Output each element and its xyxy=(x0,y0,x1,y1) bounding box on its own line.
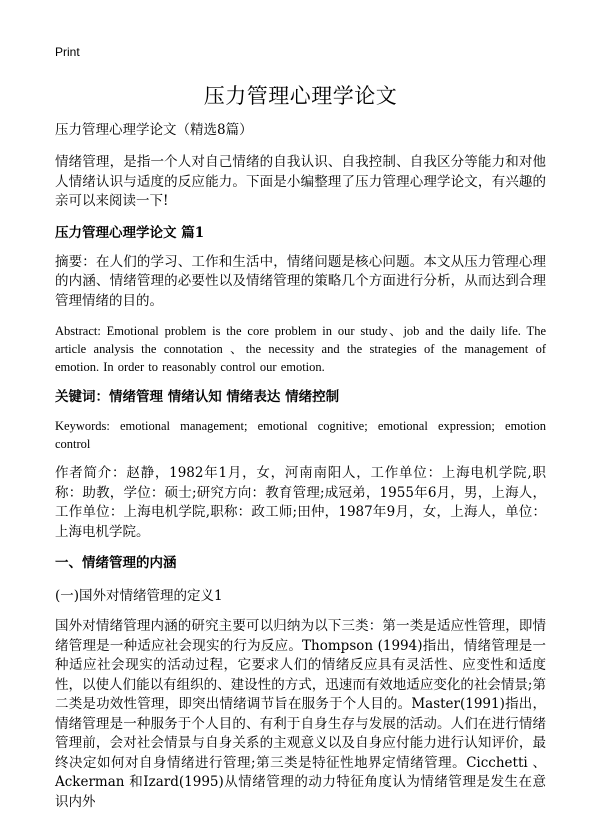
abstract-en-paragraph: Abstract: Emotional problem is the core problem in our study、job and the daily life. The article analysis the connotation 、the necessity and the strategies of the management of emotion. In order to reasonably control our emotion. xyxy=(55,324,546,374)
print-label: Print xyxy=(55,45,80,59)
keywords-en-paragraph: Keywords: emotional management; emotional cognitive; emotional expression; emotion control xyxy=(55,419,546,451)
document-title: 压力管理心理学论文 xyxy=(203,84,398,108)
section1-heading: 一、情绪管理的内涵 xyxy=(55,555,177,571)
article-heading: 压力管理心理学论文 篇1 xyxy=(55,224,205,241)
abstract-cn-paragraph: 摘要：在人们的学习、工作和生活中，情绪问题是核心问题。本文从压力管理心理的内涵、情绪管理的必要性以及情绪管理的策略几个方面进行分析，从而达到合理管理情绪的目的。 xyxy=(55,253,546,309)
intro-paragraph: 情绪管理，是指一个人对自己情绪的自我认识、自我控制、自我区分等能力和对他人情绪认识与适度的反应能力。下面是小编整理了压力管理心理学论文，有兴趣的亲可以来阅读一下! xyxy=(55,154,546,209)
section1-body-paragraph: 国外对情绪管理内涵的研究主要可以归纳为以下三类：第一类是适应性管理，即情绪管理是一种适应社会现实的行为反应。Thompson (1994)指出，情绪管理是一种适应社会现实的活动过程，它要求人们的情绪反应具有灵活性、应变性和适度性，以使人们能以有组织的、建设性的方式，迅速而有效地适应变化的社会情景;第二类是功效性管理，即突出情绪调节旨在服务于个人目的。Master(1991)指出，情绪管理是一种服务于个人目的、有利于自身生存与发展的活动。人们在进行情绪管理前，会对社会情景与自身关系的主观意义以及自身应付能力进行认知评价，最终决定如何对自身情绪进行管理;第三类是特征性地界定情绪管理。Cicchetti 、Ackerman 和Izard(1995)从情绪管理的动力特征角度认为情绪管理是发生在意识内外 xyxy=(55,618,546,810)
author-info-paragraph: 作者简介：赵静，1982年1月，女，河南南阳人，工作单位：上海电机学院,职称：助教，学位：硕士;研究方向：教育管理;成冠弟，1955年6月，男，上海人，工作单位：上海电机学院,职称：政工师;田仲，1987年9月，女，上海人，单位：上海电机学院。 xyxy=(55,465,546,540)
document-subtitle: 压力管理心理学论文（精选8篇） xyxy=(55,122,253,138)
keywords-cn-heading: 关键词：情绪管理 情绪认知 情绪表达 情绪控制 xyxy=(55,389,340,405)
section1-subheading: (一)国外对情绪管理的定义1 xyxy=(55,588,223,604)
